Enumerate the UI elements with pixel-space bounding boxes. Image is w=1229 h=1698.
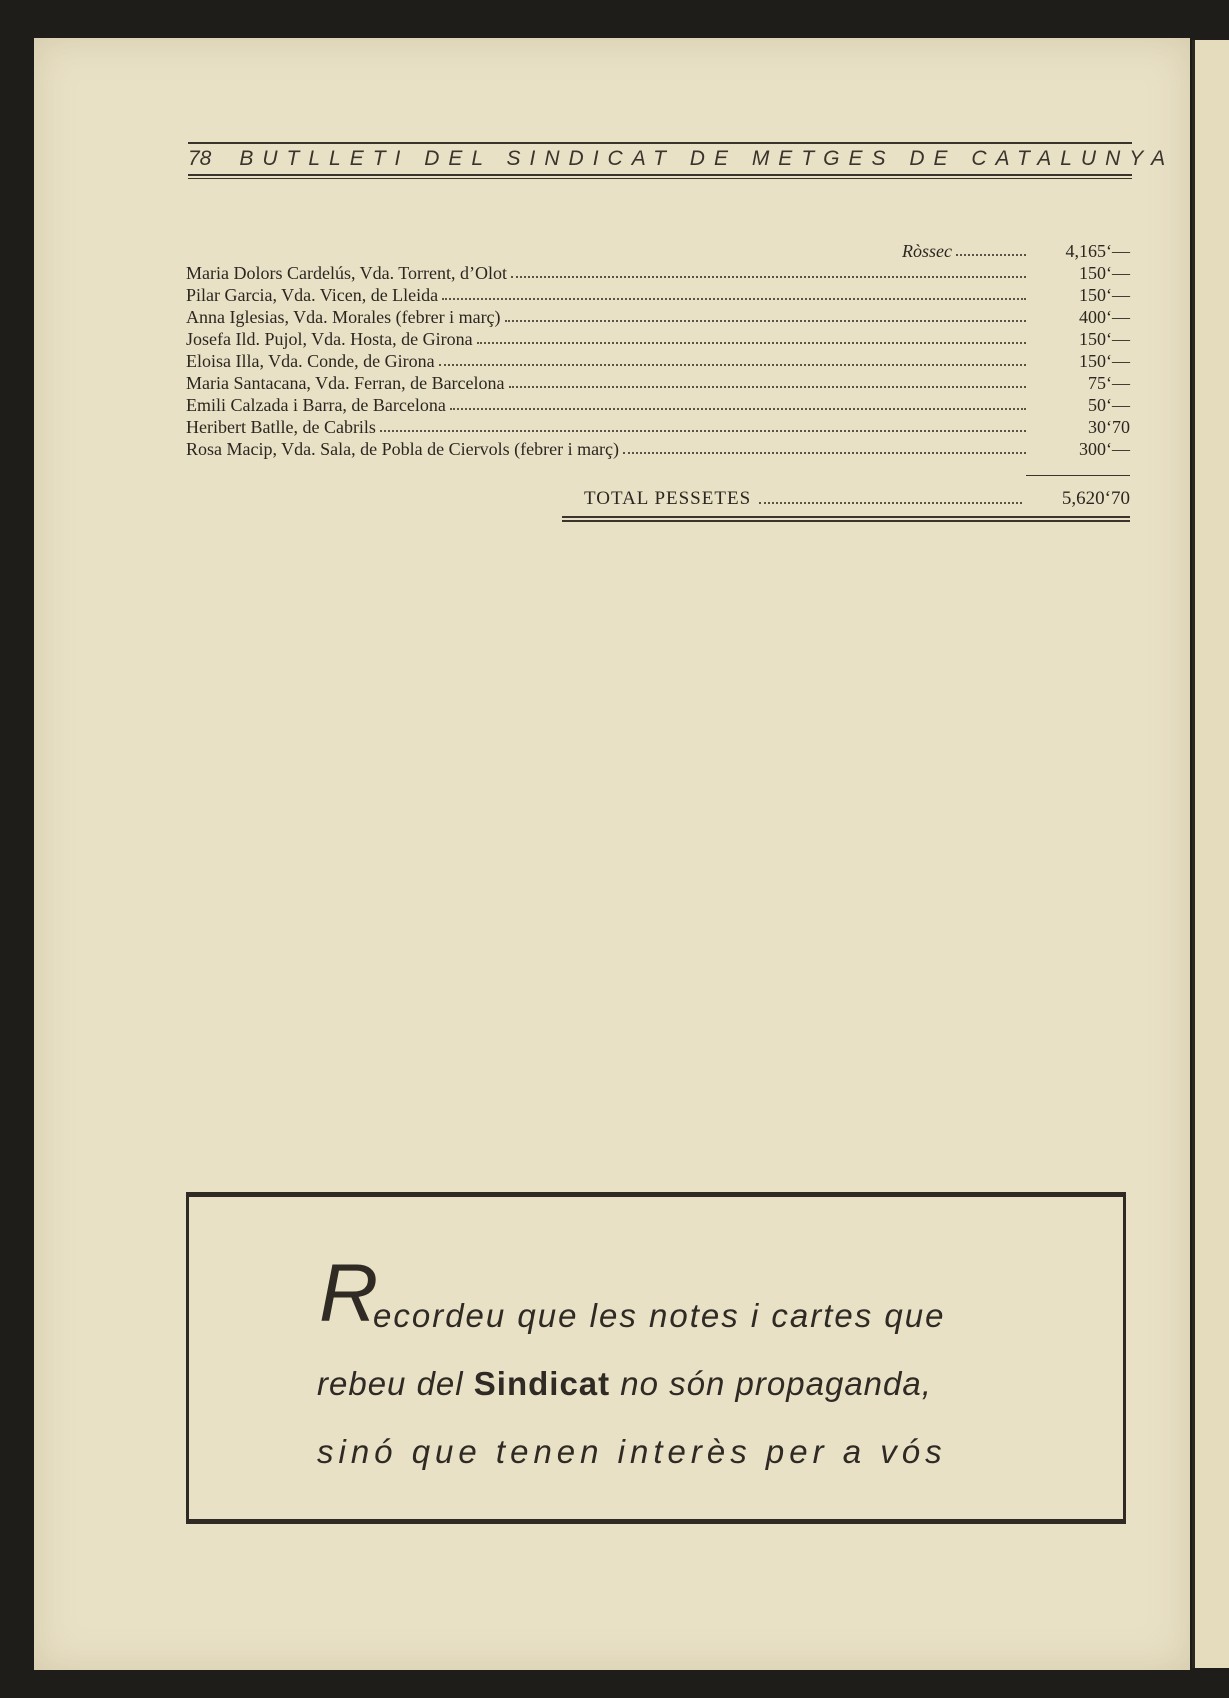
notice-line-2 bbox=[317, 1365, 932, 1403]
entry-name: Pilar Garcia, Vda. Vicen, de Lleida bbox=[186, 285, 439, 305]
page-number: 78 bbox=[188, 147, 212, 170]
list-item bbox=[186, 372, 1130, 394]
entry-name: Eloisa Illa, Vda. Conde, de Girona bbox=[186, 351, 435, 371]
entry-name: Josefa Ild. Pujol, Vda. Hosta, de Girona bbox=[186, 329, 473, 349]
entry-amount: 150‘— bbox=[1079, 329, 1130, 349]
header-rule-bottom-thin bbox=[188, 178, 1132, 179]
entry-amount: 150‘— bbox=[1079, 351, 1130, 371]
donation-list bbox=[186, 240, 1130, 460]
entry-name: Anna Iglesias, Vda. Morales (febrer i març) bbox=[186, 307, 501, 327]
entry-name: Maria Dolors Cardelús, Vda. Torrent, d’Olot bbox=[186, 263, 508, 283]
total-label: TOTAL PESSETES bbox=[584, 488, 752, 509]
list-item bbox=[186, 328, 1130, 350]
notice-line-2-c: no són propaganda, bbox=[610, 1365, 932, 1402]
entry-amount: 150‘— bbox=[1079, 285, 1130, 305]
notice-text bbox=[189, 1197, 1123, 1519]
entry-amount: 150‘— bbox=[1079, 263, 1130, 283]
entry-amount: 400‘— bbox=[1079, 307, 1130, 327]
leader-dots bbox=[509, 386, 1026, 388]
leader-dots bbox=[380, 430, 1026, 432]
total-double-rule bbox=[562, 516, 1130, 524]
entry-name: Emili Calzada i Barra, de Barcelona bbox=[186, 395, 446, 415]
publication-title: BUTLLETI DEL SINDICAT DE METGES DE CATALUNYA bbox=[239, 147, 1175, 170]
entry-amount: 30‘70 bbox=[1088, 417, 1130, 437]
leader-dots bbox=[505, 320, 1026, 322]
carry-over-amount: 4,165‘— bbox=[1065, 241, 1130, 261]
carry-over-label: Ròssec bbox=[902, 241, 952, 261]
list-item bbox=[186, 416, 1130, 438]
leader-dots bbox=[623, 452, 1026, 454]
total-amount: 5,620‘70 bbox=[1061, 488, 1130, 509]
header-line bbox=[188, 144, 1175, 174]
total-row bbox=[584, 488, 1130, 510]
leader-dots bbox=[759, 502, 1022, 504]
entry-amount: 300‘— bbox=[1079, 439, 1130, 459]
sum-separator bbox=[1026, 475, 1130, 476]
leader-dots bbox=[450, 408, 1026, 410]
leader-dots bbox=[956, 254, 1026, 256]
entry-name: Maria Santacana, Vda. Ferran, de Barcelona bbox=[186, 373, 505, 393]
entry-amount: 75‘— bbox=[1088, 373, 1130, 393]
leader-dots bbox=[442, 298, 1026, 300]
notice-initial: R bbox=[319, 1248, 379, 1339]
leader-dots bbox=[477, 342, 1026, 344]
leader-dots bbox=[439, 364, 1026, 366]
notice-line-1: ecordeu que les notes i cartes que bbox=[373, 1297, 946, 1334]
next-page-edge bbox=[1192, 40, 1229, 1668]
list-item bbox=[186, 262, 1130, 284]
carry-over-row bbox=[186, 240, 1130, 262]
list-item bbox=[186, 350, 1130, 372]
header-rule-bottom bbox=[188, 174, 1132, 176]
entry-name: Heribert Batlle, de Cabrils bbox=[186, 417, 376, 437]
list-item bbox=[186, 438, 1130, 460]
notice-line-2-a: rebeu del bbox=[317, 1365, 474, 1402]
page-header bbox=[188, 142, 1175, 179]
notice-box bbox=[186, 1192, 1126, 1524]
list-item bbox=[186, 394, 1130, 416]
leader-dots bbox=[511, 276, 1026, 278]
notice-sindicat: Sindicat bbox=[473, 1365, 611, 1402]
notice-line-3: sinó que tenen interès per a vós bbox=[317, 1433, 947, 1470]
list-item bbox=[186, 284, 1130, 306]
list-item bbox=[186, 306, 1130, 328]
entry-name: Rosa Macip, Vda. Sala, de Pobla de Ciervols (febrer i març) bbox=[186, 439, 620, 459]
entry-amount: 50‘— bbox=[1088, 395, 1130, 415]
